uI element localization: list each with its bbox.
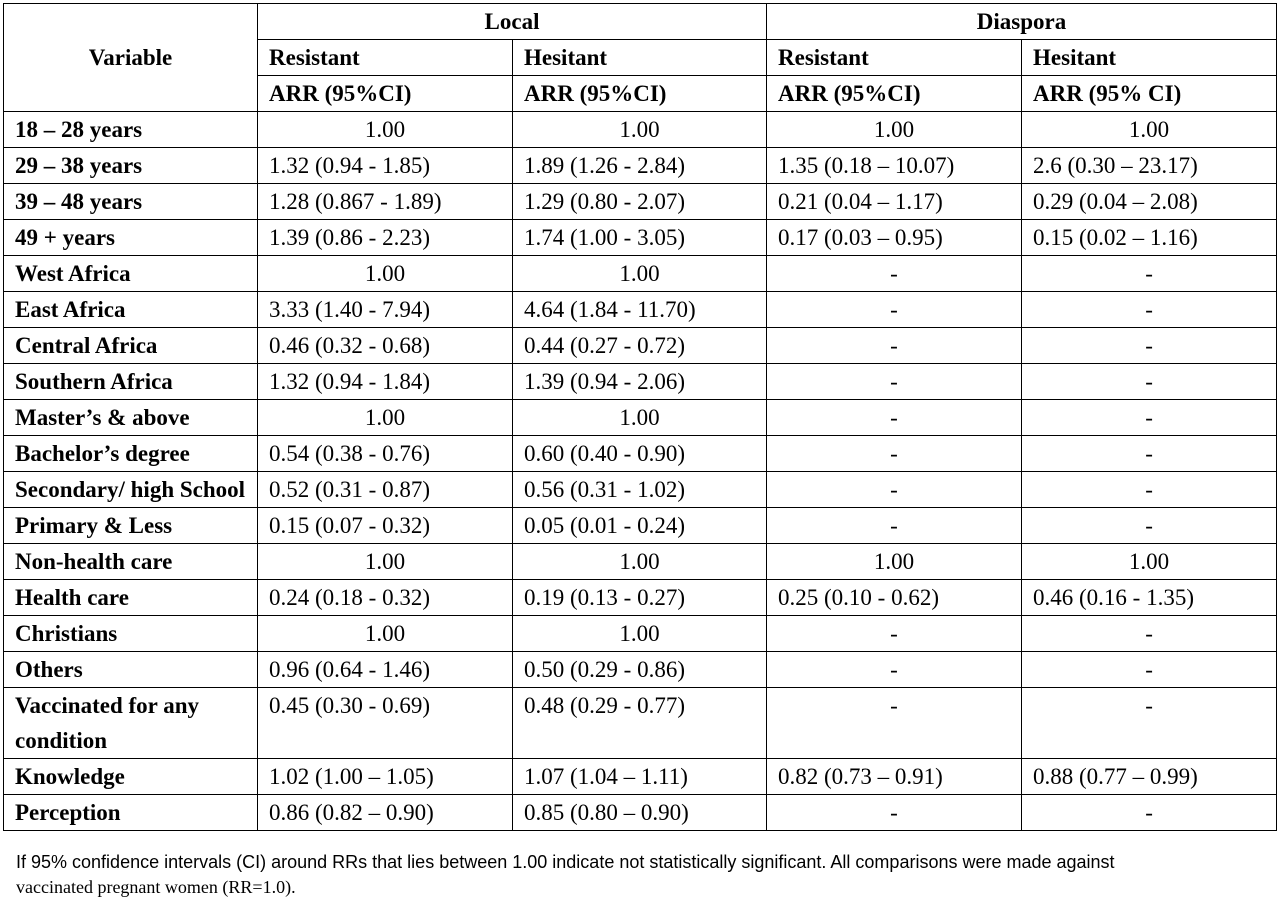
- cell-diaspora-resistant: -: [767, 472, 1022, 508]
- results-table: [3, 3, 1277, 831]
- cell-diaspora-hesitant: 0.88 (0.77 – 0.99): [1022, 759, 1277, 795]
- cell-local-resistant: 0.54 (0.38 - 0.76): [258, 436, 513, 472]
- cell-diaspora-hesitant: 0.15 (0.02 – 1.16): [1022, 220, 1277, 256]
- cell-diaspora-hesitant: 0.29 (0.04 – 2.08): [1022, 184, 1277, 220]
- cell-local-hesitant: 0.56 (0.31 - 1.02): [513, 472, 767, 508]
- table-row: [4, 472, 1277, 508]
- cell-variable: West Africa: [4, 256, 258, 292]
- cell-diaspora-hesitant: -: [1022, 364, 1277, 400]
- cell-diaspora-hesitant: -: [1022, 508, 1277, 544]
- cell-variable: Southern Africa: [4, 364, 258, 400]
- header-arr-diaspora-resistant: ARR (95%CI): [767, 76, 1022, 112]
- cell-variable: East Africa: [4, 292, 258, 328]
- cell-local-resistant: 1.32 (0.94 - 1.84): [258, 364, 513, 400]
- table-row: [4, 292, 1277, 328]
- table-row: [4, 508, 1277, 544]
- cell-diaspora-hesitant: -: [1022, 652, 1277, 688]
- header-local-hesitant: Hesitant: [513, 40, 767, 76]
- cell-local-hesitant: 4.64 (1.84 - 11.70): [513, 292, 767, 328]
- cell-diaspora-hesitant: -: [1022, 795, 1277, 831]
- cell-diaspora-hesitant: -: [1022, 472, 1277, 508]
- cell-local-hesitant: 1.29 (0.80 - 2.07): [513, 184, 767, 220]
- cell-local-hesitant: 1.39 (0.94 - 2.06): [513, 364, 767, 400]
- cell-diaspora-resistant: 0.82 (0.73 – 0.91): [767, 759, 1022, 795]
- cell-diaspora-resistant: -: [767, 256, 1022, 292]
- cell-variable: Master’s & above: [4, 400, 258, 436]
- cell-variable: Knowledge: [4, 759, 258, 795]
- cell-local-resistant: 1.00: [258, 256, 513, 292]
- header-diaspora-hesitant: Hesitant: [1022, 40, 1277, 76]
- cell-local-resistant: 0.24 (0.18 - 0.32): [258, 580, 513, 616]
- table-row: [4, 652, 1277, 688]
- cell-variable: 39 – 48 years: [4, 184, 258, 220]
- cell-variable: 18 – 28 years: [4, 112, 258, 148]
- cell-local-hesitant: 1.00: [513, 256, 767, 292]
- cell-diaspora-resistant: -: [767, 400, 1022, 436]
- cell-diaspora-resistant: 1.35 (0.18 – 10.07): [767, 148, 1022, 184]
- cell-local-hesitant: 0.50 (0.29 - 0.86): [513, 652, 767, 688]
- cell-local-hesitant: 0.19 (0.13 - 0.27): [513, 580, 767, 616]
- cell-diaspora-resistant: 1.00: [767, 112, 1022, 148]
- table-row: [4, 220, 1277, 256]
- cell-diaspora-resistant: -: [767, 328, 1022, 364]
- cell-local-resistant: 1.28 (0.867 - 1.89): [258, 184, 513, 220]
- cell-local-resistant: 0.52 (0.31 - 0.87): [258, 472, 513, 508]
- cell-local-resistant: 1.32 (0.94 - 1.85): [258, 148, 513, 184]
- table-row: [4, 148, 1277, 184]
- table-row: [4, 436, 1277, 472]
- cell-diaspora-resistant: -: [767, 795, 1022, 831]
- table-row: [4, 795, 1277, 831]
- table-row: [4, 616, 1277, 652]
- header-variable: Variable: [4, 4, 258, 112]
- footnote-text-continued: vaccinated pregnant women (RR=1.0).: [16, 877, 296, 897]
- cell-local-resistant: 3.33 (1.40 - 7.94): [258, 292, 513, 328]
- cell-local-hesitant: 1.00: [513, 400, 767, 436]
- header-diaspora-resistant: Resistant: [767, 40, 1022, 76]
- cell-local-resistant: 0.86 (0.82 – 0.90): [258, 795, 513, 831]
- header-arr-diaspora-hesitant: ARR (95% CI): [1022, 76, 1277, 112]
- cell-diaspora-resistant: 0.25 (0.10 - 0.62): [767, 580, 1022, 616]
- cell-diaspora-resistant: -: [767, 652, 1022, 688]
- cell-local-resistant: 1.00: [258, 616, 513, 652]
- cell-diaspora-resistant: 0.21 (0.04 – 1.17): [767, 184, 1022, 220]
- cell-diaspora-resistant: 1.00: [767, 544, 1022, 580]
- cell-diaspora-hesitant: -: [1022, 616, 1277, 652]
- cell-local-hesitant: 0.60 (0.40 - 0.90): [513, 436, 767, 472]
- table-row: [4, 400, 1277, 436]
- table-row: [4, 256, 1277, 292]
- cell-variable: Primary & Less: [4, 508, 258, 544]
- header-arr-local-resistant: ARR (95%CI): [258, 76, 513, 112]
- footnote-text: If 95% confidence intervals (CI) around RRs that lies between 1.00 indicate not statistically significant. All comparisons were made against: [16, 852, 1115, 872]
- cell-variable: Health care: [4, 580, 258, 616]
- cell-variable: 49 + years: [4, 220, 258, 256]
- cell-local-resistant: 0.45 (0.30 - 0.69): [258, 688, 513, 759]
- cell-diaspora-hesitant: 2.6 (0.30 – 23.17): [1022, 148, 1277, 184]
- cell-diaspora-hesitant: -: [1022, 688, 1277, 759]
- table-row: [4, 328, 1277, 364]
- table-row: [4, 759, 1277, 795]
- table-row: [4, 544, 1277, 580]
- cell-local-hesitant: 1.00: [513, 112, 767, 148]
- cell-local-resistant: 1.00: [258, 112, 513, 148]
- footnote: [16, 850, 1256, 900]
- cell-variable: Perception: [4, 795, 258, 831]
- cell-variable: Christians: [4, 616, 258, 652]
- cell-diaspora-hesitant: -: [1022, 400, 1277, 436]
- cell-local-resistant: 1.00: [258, 544, 513, 580]
- cell-local-resistant: 1.00: [258, 400, 513, 436]
- cell-local-hesitant: 1.89 (1.26 - 2.84): [513, 148, 767, 184]
- cell-diaspora-hesitant: -: [1022, 328, 1277, 364]
- cell-diaspora-hesitant: 0.46 (0.16 - 1.35): [1022, 580, 1277, 616]
- cell-variable: 29 – 38 years: [4, 148, 258, 184]
- cell-diaspora-hesitant: -: [1022, 256, 1277, 292]
- cell-diaspora-resistant: -: [767, 292, 1022, 328]
- cell-diaspora-hesitant: 1.00: [1022, 112, 1277, 148]
- cell-diaspora-hesitant: 1.00: [1022, 544, 1277, 580]
- cell-local-hesitant: 1.07 (1.04 – 1.11): [513, 759, 767, 795]
- cell-diaspora-resistant: -: [767, 616, 1022, 652]
- header-arr-local-hesitant: ARR (95%CI): [513, 76, 767, 112]
- cell-variable: Central Africa: [4, 328, 258, 364]
- cell-local-resistant: 0.15 (0.07 - 0.32): [258, 508, 513, 544]
- cell-diaspora-resistant: -: [767, 508, 1022, 544]
- cell-variable: Non-health care: [4, 544, 258, 580]
- header-local-resistant: Resistant: [258, 40, 513, 76]
- cell-diaspora-resistant: -: [767, 364, 1022, 400]
- cell-variable: Others: [4, 652, 258, 688]
- cell-variable: Bachelor’s degree: [4, 436, 258, 472]
- table-row: [4, 364, 1277, 400]
- cell-local-resistant: 0.46 (0.32 - 0.68): [258, 328, 513, 364]
- cell-local-hesitant: 1.74 (1.00 - 3.05): [513, 220, 767, 256]
- cell-local-hesitant: 0.44 (0.27 - 0.72): [513, 328, 767, 364]
- cell-diaspora-hesitant: -: [1022, 436, 1277, 472]
- cell-diaspora-resistant: -: [767, 436, 1022, 472]
- table-row: [4, 112, 1277, 148]
- cell-local-hesitant: 1.00: [513, 544, 767, 580]
- cell-local-hesitant: 0.05 (0.01 - 0.24): [513, 508, 767, 544]
- cell-local-resistant: 0.96 (0.64 - 1.46): [258, 652, 513, 688]
- table-row: [4, 688, 1277, 759]
- table-row: [4, 580, 1277, 616]
- header-diaspora: Diaspora: [767, 4, 1277, 40]
- cell-local-hesitant: 1.00: [513, 616, 767, 652]
- cell-local-resistant: 1.39 (0.86 - 2.23): [258, 220, 513, 256]
- header-local: Local: [258, 4, 767, 40]
- cell-variable: Vaccinated for any condition: [4, 688, 258, 759]
- cell-local-hesitant: 0.85 (0.80 – 0.90): [513, 795, 767, 831]
- cell-local-hesitant: 0.48 (0.29 - 0.77): [513, 688, 767, 759]
- cell-diaspora-resistant: -: [767, 688, 1022, 759]
- cell-diaspora-resistant: 0.17 (0.03 – 0.95): [767, 220, 1022, 256]
- cell-local-resistant: 1.02 (1.00 – 1.05): [258, 759, 513, 795]
- cell-variable: Secondary/ high School: [4, 472, 258, 508]
- cell-diaspora-hesitant: -: [1022, 292, 1277, 328]
- table-row: [4, 184, 1277, 220]
